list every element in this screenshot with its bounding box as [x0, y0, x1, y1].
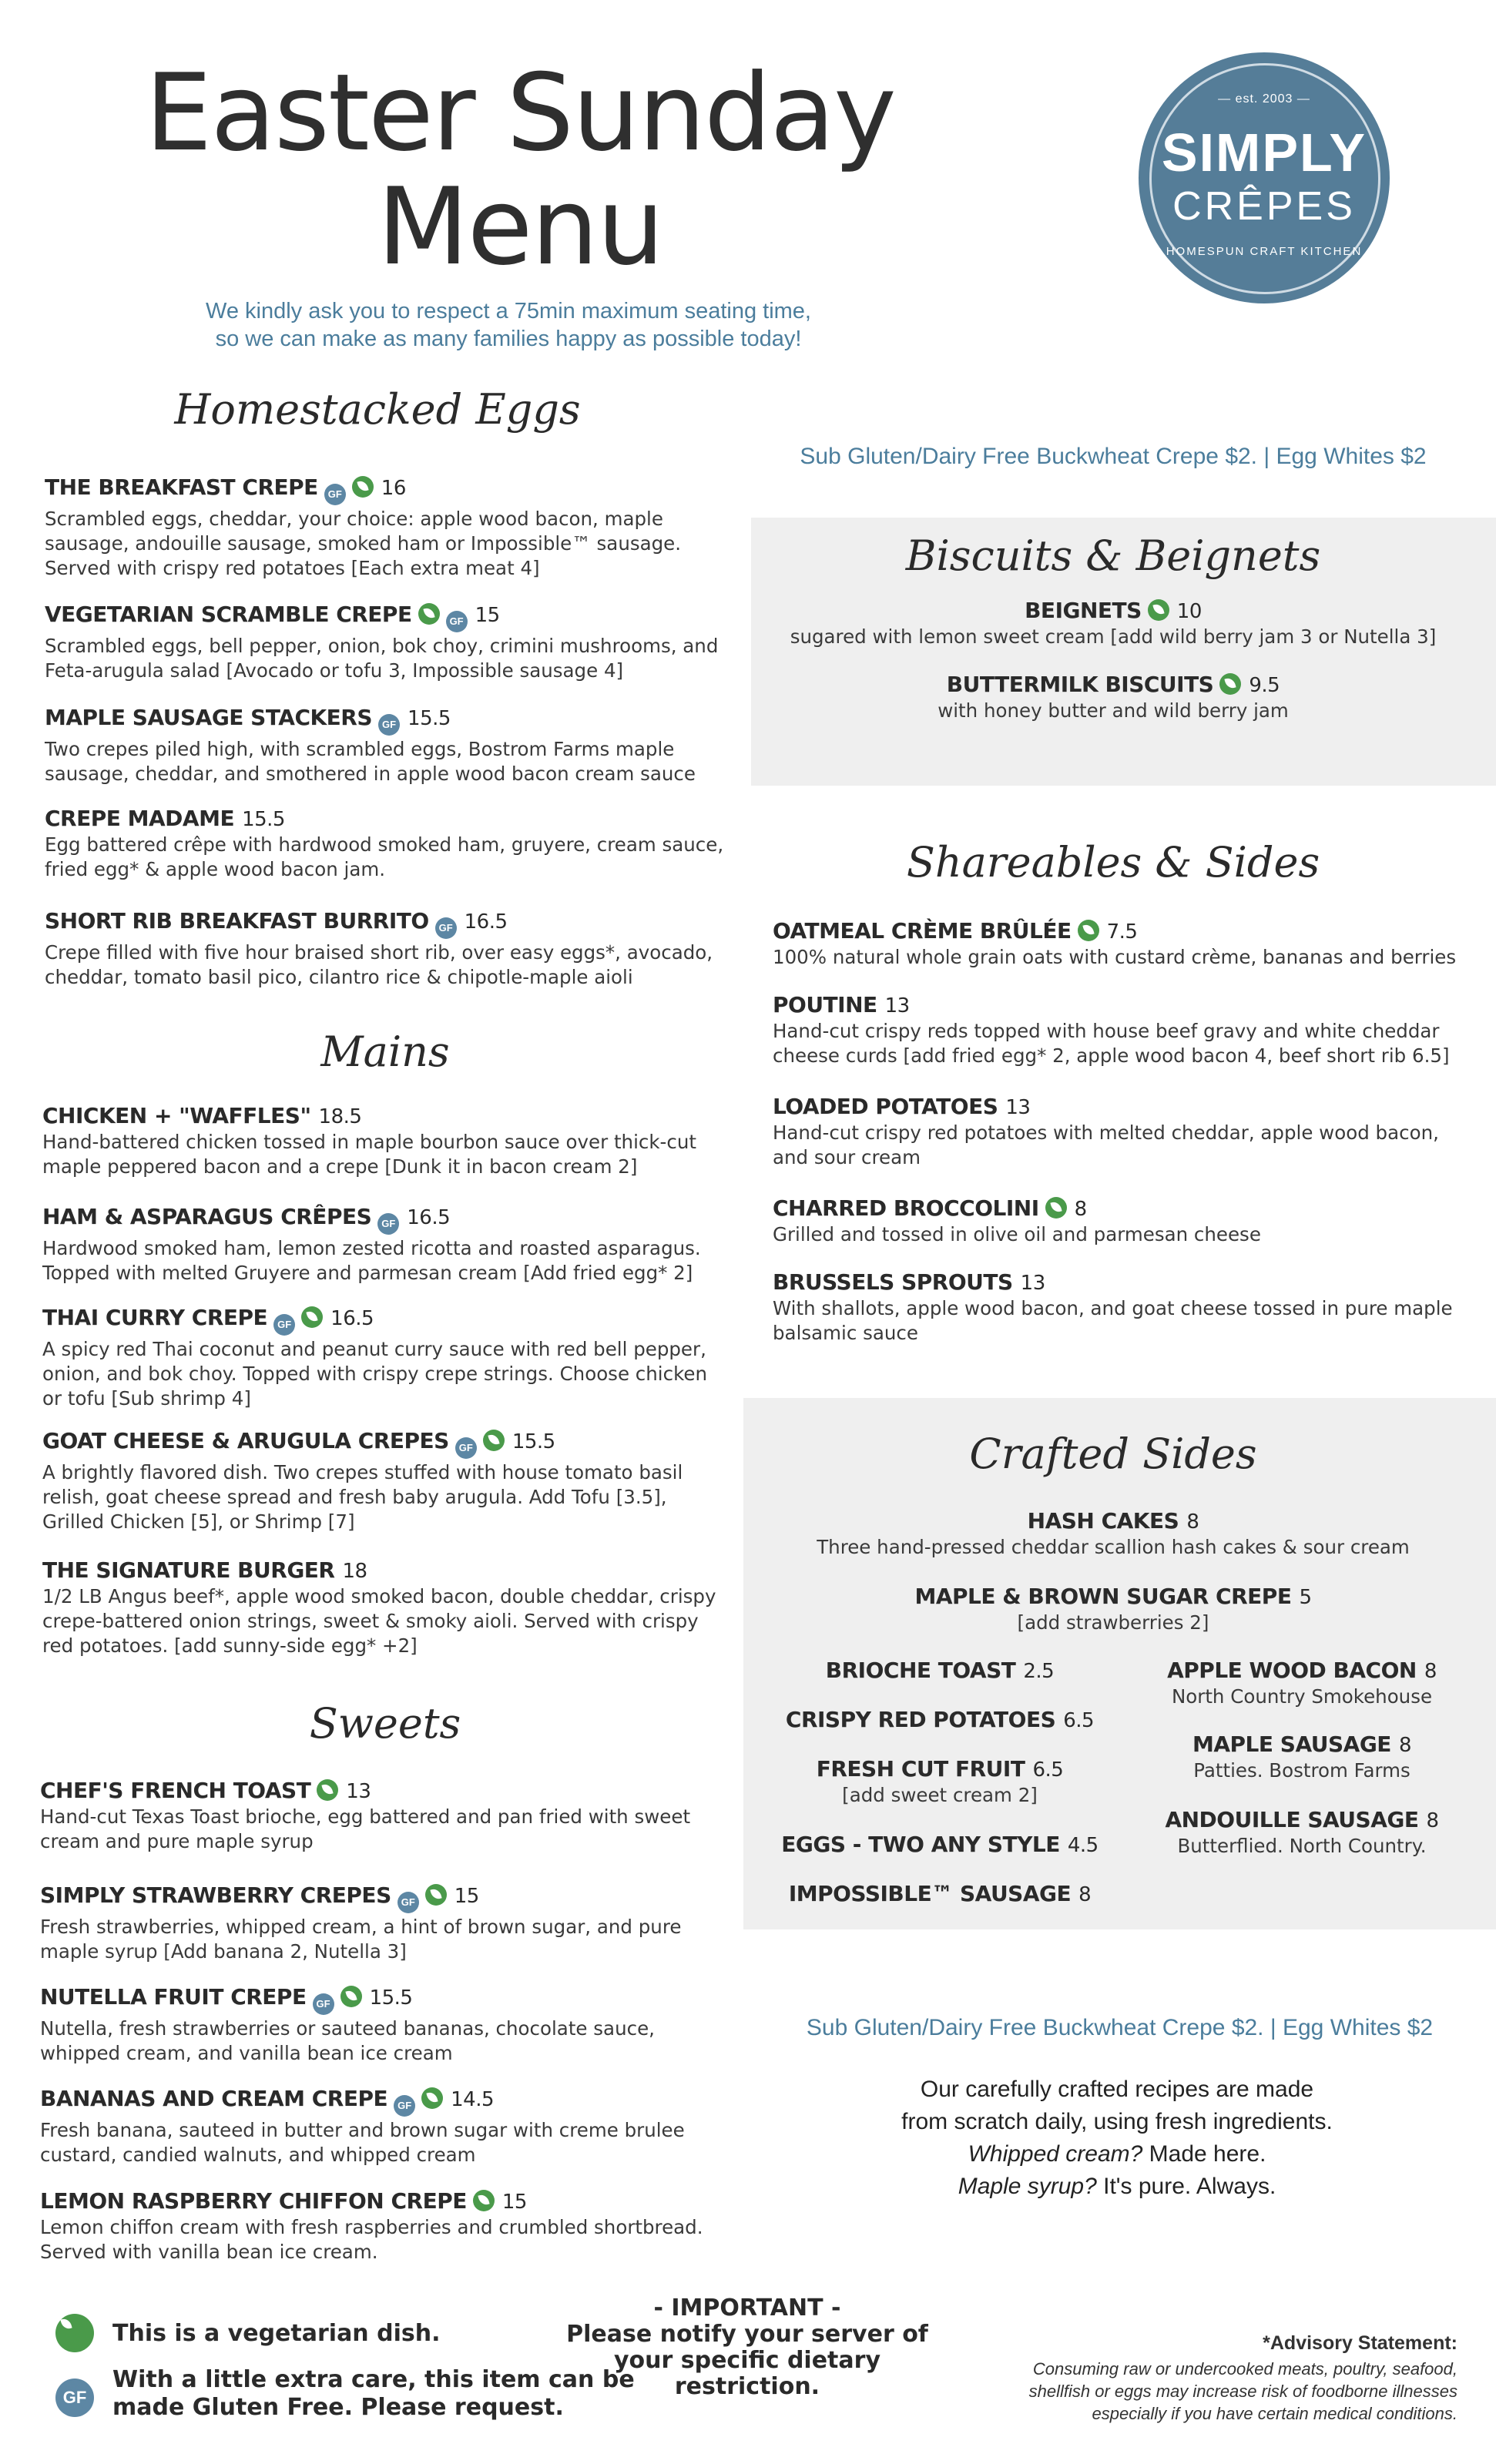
- vegetarian-leaf-icon: [301, 1306, 323, 1328]
- important-notice: [562, 2295, 932, 2400]
- item-name: EGGS - TWO ANY STYLE: [781, 1832, 1060, 1857]
- crafted-recipes-note: [770, 2073, 1464, 2203]
- shareables-heading: Shareables & Sides: [906, 838, 1320, 887]
- menu-item: [751, 672, 1475, 723]
- item-description: Fresh banana, sauteed in butter and brown sugar with creme brulee custard, candied walnuts, and whipped cream: [40, 2119, 685, 2166]
- menu-item: [40, 1778, 726, 1854]
- menu-title-line2: Menu: [377, 165, 663, 289]
- note-italic: Whipped cream?: [968, 2141, 1143, 2167]
- item-description: [add sweet cream 2]: [842, 1784, 1038, 1806]
- menu-item: [45, 705, 730, 786]
- item-name: SIMPLY STRAWBERRY CREPES: [40, 1882, 391, 1908]
- menu-item: [40, 2188, 726, 2265]
- item-description: Grilled and tossed in olive oil and parmesan cheese: [773, 1223, 1261, 1245]
- homestacked-heading: Homestacked Eggs: [174, 385, 581, 434]
- item-name: LOADED POTATOES: [773, 1094, 998, 1119]
- menu-item: [770, 1707, 1109, 1732]
- gluten-free-icon: GF: [324, 484, 346, 505]
- item-name: HAM & ASPARAGUS CRÊPES: [42, 1204, 372, 1229]
- vegetarian-leaf-icon: [1045, 1197, 1067, 1219]
- item-description: Hand-battered chicken tossed in maple bourbon sauce over thick-cut maple peppered bacon and a crepe [Dunk it in bacon cream 2]: [42, 1131, 696, 1178]
- item-description: Fresh strawberries, whipped cream, a hint of brown sugar, and pure maple syrup [Add banana 2, Nutella 3]: [40, 1916, 682, 1963]
- vegetarian-leaf-icon: [352, 476, 374, 498]
- item-price: 15: [454, 1885, 479, 1908]
- item-name: CRISPY RED POTATOES: [785, 1707, 1056, 1732]
- logo-tagline: HOMESPUN CRAFT KITCHEN: [1166, 245, 1363, 258]
- menu-item: [1125, 1807, 1479, 1859]
- gluten-free-icon: GF: [394, 2095, 415, 2117]
- substitution-note: Sub Gluten/Dairy Free Buckwheat Crepe $2. | Egg Whites $2: [800, 444, 1427, 469]
- item-price: 6.5: [1032, 1758, 1064, 1782]
- menu-item: [42, 1305, 728, 1411]
- menu-item: [42, 1103, 728, 1179]
- menu-item: [42, 1204, 728, 1286]
- vegetarian-leaf-icon: [55, 2314, 94, 2352]
- gluten-free-icon: GF: [378, 714, 400, 736]
- seating-notice: We kindly ask you to respect a 75min maximum seating time,: [205, 299, 811, 324]
- item-price: 18: [342, 1560, 367, 1583]
- item-name: BUTTERMILK BISCUITS: [946, 672, 1214, 697]
- item-description: Three hand-pressed cheddar scallion hash cakes & sour cream: [817, 1536, 1410, 1558]
- note-rest: Made here.: [1142, 2141, 1266, 2167]
- menu-item: [773, 1094, 1466, 1170]
- item-price: 8: [1074, 1198, 1087, 1221]
- item-name: CHEF'S FRENCH TOAST: [40, 1778, 311, 1803]
- menu-item: [743, 1584, 1483, 1635]
- item-name: THE SIGNATURE BURGER: [42, 1557, 335, 1583]
- item-price: 8: [1186, 1510, 1199, 1534]
- vegetarian-leaf-icon: [425, 1884, 447, 1906]
- item-price: 7.5: [1106, 920, 1138, 944]
- item-description: Hardwood smoked ham, lemon zested ricotta and roasted asparagus. Topped with melted Gruyere and parmesan cream [Add fried egg* 2]: [42, 1237, 701, 1284]
- menu-item: [45, 474, 730, 581]
- item-description: Hand-cut Texas Toast brioche, egg battered and pan fried with sweet cream and pure maple syrup: [40, 1805, 691, 1852]
- note-line: [770, 2171, 1464, 2203]
- gluten-free-icon: GF: [455, 1437, 477, 1459]
- item-price: 8: [1424, 1660, 1437, 1683]
- menu-item: [770, 1756, 1109, 1808]
- menu-item: [40, 2086, 726, 2167]
- legend-vegetarian: This is a vegetarian dish.: [112, 2320, 441, 2347]
- item-description: with honey butter and wild berry jam: [938, 699, 1289, 722]
- item-price: 15.5: [408, 707, 451, 730]
- note-rest: It's pure. Always.: [1096, 2174, 1276, 2199]
- item-name: BRUSSELS SPROUTS: [773, 1269, 1013, 1295]
- menu-item: [1125, 1732, 1479, 1783]
- item-price: 13: [346, 1780, 371, 1803]
- item-name: HASH CAKES: [1027, 1508, 1179, 1534]
- advisory-line: Consuming raw or undercooked meats, poultry, seafood,: [1032, 2359, 1457, 2379]
- substitution-note-bottom: Sub Gluten/Dairy Free Buckwheat Crepe $2. | Egg Whites $2: [806, 2015, 1434, 2040]
- item-description: Nutella, fresh strawberries or sauteed bananas, chocolate sauce, whipped cream, and vanilla bean ice cream: [40, 2017, 655, 2064]
- menu-item: [770, 1832, 1109, 1857]
- item-description: 100% natural whole grain oats with custard crème, bananas and berries: [773, 946, 1457, 968]
- menu-item: [773, 918, 1466, 970]
- item-price: 13: [1005, 1096, 1031, 1119]
- item-name: MAPLE SAUSAGE STACKERS: [45, 705, 373, 730]
- item-name: BEIGNETS: [1025, 598, 1142, 623]
- vegetarian-leaf-icon: [1219, 673, 1241, 695]
- menu-item: [40, 1882, 726, 1964]
- menu-item: [751, 598, 1475, 649]
- gluten-free-icon: GF: [55, 2379, 94, 2417]
- item-name: GOAT CHEESE & ARUGULA CREPES: [42, 1428, 449, 1453]
- menu-item: [770, 1881, 1109, 1906]
- advisory-statement: [948, 2332, 1457, 2425]
- item-name: NUTELLA FRUIT CREPE: [40, 1984, 307, 2010]
- item-price: 13: [1020, 1272, 1045, 1295]
- item-description: A brightly flavored dish. Two crepes stuffed with house tomato basil relish, goat cheese spread and fresh baby arugula. Add Tofu [3.5], Grilled Chicken [5], or Shrimp [7]: [42, 1461, 683, 1533]
- vegetarian-leaf-icon: [421, 2087, 443, 2109]
- simply-crepes-logo: [1139, 52, 1390, 303]
- vegetarian-leaf-icon: [340, 1986, 362, 2007]
- important-line: Please notify your server of: [566, 2321, 928, 2348]
- item-price: 15.5: [242, 808, 285, 831]
- item-name: BRIOCHE TOAST: [825, 1658, 1016, 1683]
- menu-item: [773, 992, 1466, 1068]
- item-name: SHORT RIB BREAKFAST BURRITO: [45, 908, 429, 934]
- item-name: ANDOUILLE SAUSAGE: [1165, 1807, 1419, 1832]
- gluten-free-icon: GF: [313, 1993, 334, 2015]
- item-price: 10: [1176, 600, 1202, 623]
- item-price: 9.5: [1249, 674, 1280, 697]
- item-price: 14.5: [451, 2088, 495, 2111]
- item-price: 16.5: [407, 1206, 451, 1229]
- item-price: 8: [1078, 1883, 1092, 1906]
- item-description: sugared with lemon sweet cream [add wild berry jam 3 or Nutella 3]: [790, 625, 1437, 648]
- item-name: CREPE MADAME: [45, 806, 235, 831]
- important-line: your specific dietary restriction.: [613, 2347, 880, 2400]
- menu-item: [42, 1428, 728, 1534]
- legend-gf-line: With a little extra care, this item can be: [112, 2366, 635, 2393]
- crafted-heading: Crafted Sides: [969, 1430, 1257, 1478]
- item-price: 2.5: [1023, 1660, 1055, 1683]
- menu-item: [1125, 1658, 1479, 1709]
- item-name: THAI CURRY CREPE: [42, 1305, 268, 1330]
- item-price: 4.5: [1067, 1834, 1099, 1857]
- item-price: 16.5: [330, 1307, 374, 1330]
- menu-item: [773, 1195, 1466, 1247]
- item-description: Scrambled eggs, cheddar, your choice: apple wood bacon, maple sausage, andouille sausage, smoked ham or Impossible™ sausage. Served with crispy red potatoes [Each extra meat 4]: [45, 508, 682, 579]
- menu-item: [42, 1557, 728, 1658]
- item-description: [add strawberries 2]: [1017, 1611, 1209, 1634]
- item-name: MAPLE & BROWN SUGAR CREPE: [914, 1584, 1292, 1609]
- menu-item: [45, 908, 730, 990]
- vegetarian-leaf-icon: [473, 2190, 495, 2211]
- legend-gf-line: made Gluten Free. Please request.: [112, 2394, 564, 2421]
- menu-item: [45, 602, 730, 683]
- sweets-heading: Sweets: [309, 1699, 461, 1748]
- menu-item: [773, 1269, 1466, 1346]
- item-price: 13: [884, 994, 910, 1017]
- item-name: CHICKEN + "WAFFLES": [42, 1103, 311, 1128]
- item-description: A spicy red Thai coconut and peanut curry sauce with red bell pepper, onion, and bok choy. Topped with crispy crepe strings. Choose chicken or tofu [Sub shrimp 4]: [42, 1338, 708, 1410]
- note-line: [770, 2138, 1464, 2171]
- item-description: Butterflied. North Country.: [1177, 1835, 1427, 1857]
- item-price: 8: [1426, 1809, 1439, 1832]
- item-price: 15: [475, 604, 500, 627]
- vegetarian-leaf-icon: [483, 1430, 505, 1451]
- vegetarian-leaf-icon: [1148, 599, 1169, 621]
- gluten-free-icon: GF: [446, 611, 468, 632]
- item-name: OATMEAL CRÈME BRÛLÉE: [773, 918, 1072, 944]
- item-name: FRESH CUT FRUIT: [816, 1756, 1025, 1782]
- vegetarian-leaf-icon: [317, 1779, 338, 1801]
- item-description: Crepe filled with five hour braised short rib, over easy eggs*, avocado, cheddar, tomato basil pico, cilantro rice & chipotle-maple aioli: [45, 941, 713, 988]
- menu-item: [40, 1984, 726, 2066]
- legend-gluten-free: [112, 2366, 635, 2422]
- vegetarian-leaf-icon: [1078, 920, 1099, 941]
- item-price: 15.5: [512, 1430, 555, 1453]
- item-price: 8: [1398, 1734, 1411, 1757]
- advisory-title: *Advisory Statement:: [1263, 2332, 1457, 2354]
- seating-notice-line2: so we can make as many families happy as possible today!: [215, 327, 802, 351]
- item-price: 18.5: [318, 1105, 362, 1128]
- item-price: 15: [501, 2191, 527, 2214]
- mains-heading: Mains: [320, 1028, 450, 1076]
- note-line: Our carefully crafted recipes are made: [920, 2077, 1314, 2102]
- item-price: 6.5: [1063, 1709, 1095, 1732]
- note-line: from scratch daily, using fresh ingredients.: [901, 2109, 1333, 2134]
- advisory-line: shellfish or eggs may increase risk of foodborne illnesses: [1028, 2382, 1457, 2401]
- menu-title: Easter Sunday: [145, 51, 895, 175]
- menu-item: [743, 1508, 1483, 1560]
- item-description: 1/2 LB Angus beef*, apple wood smoked bacon, double cheddar, crispy crepe-battered onion strings, sweet & smoky aioli. Served with crispy red potatoes. [add sunny-side egg* +2]: [42, 1585, 716, 1657]
- gluten-free-icon: GF: [435, 917, 457, 939]
- item-price: 16: [381, 477, 406, 500]
- biscuits-heading: Biscuits & Beignets: [905, 531, 1321, 580]
- item-name: BANANAS AND CREAM CREPE: [40, 2086, 388, 2111]
- important-title: - IMPORTANT -: [653, 2295, 841, 2322]
- gluten-free-icon: GF: [397, 1892, 419, 1913]
- item-price: 15.5: [369, 1986, 413, 2010]
- item-description: Hand-cut crispy red potatoes with melted cheddar, apple wood bacon, and sour cream: [773, 1121, 1439, 1168]
- item-description: With shallots, apple wood bacon, and goat cheese tossed in pure maple balsamic sauce: [773, 1297, 1453, 1344]
- item-name: CHARRED BROCCOLINI: [773, 1195, 1039, 1221]
- note-italic: Maple syrup?: [958, 2174, 1097, 2199]
- gluten-free-icon: GF: [377, 1213, 399, 1235]
- item-description: Two crepes piled high, with scrambled eggs, Bostrom Farms maple sausage, cheddar, and smothered in apple wood bacon cream sauce: [45, 738, 696, 785]
- item-price: 16.5: [464, 910, 508, 934]
- gluten-free-icon: GF: [273, 1314, 295, 1336]
- item-description: Scrambled eggs, bell pepper, onion, bok choy, crimini mushrooms, and Feta-arugula salad [Avocado or tofu 3, Impossible sausage 4]: [45, 635, 719, 682]
- logo-est: — est. 2003 —: [1218, 92, 1310, 106]
- item-name: LEMON RASPBERRY CHIFFON CREPE: [40, 2188, 467, 2214]
- logo-simply: SIMPLY: [1161, 122, 1367, 183]
- vegetarian-leaf-icon: [418, 603, 440, 625]
- item-description: Hand-cut crispy reds topped with house beef gravy and white cheddar cheese curds [add fried egg* 2, apple wood bacon 4, beef short rib 6.5]: [773, 1020, 1450, 1067]
- item-name: THE BREAKFAST CREPE: [45, 474, 318, 500]
- item-name: MAPLE SAUSAGE: [1192, 1732, 1391, 1757]
- item-description: Lemon chiffon cream with fresh raspberries and crumbled shortbread. Served with vanilla bean ice cream.: [40, 2216, 703, 2263]
- item-name: VEGETARIAN SCRAMBLE CREPE: [45, 602, 412, 627]
- item-description: Patties. Bostrom Farms: [1193, 1759, 1410, 1782]
- advisory-line: especially if you have certain medical conditions.: [1092, 2404, 1457, 2423]
- logo-crepes: CRÊPES: [1172, 184, 1356, 229]
- menu-item: [770, 1658, 1109, 1683]
- item-name: APPLE WOOD BACON: [1167, 1658, 1417, 1683]
- menu-item: [45, 806, 730, 882]
- item-description: Egg battered crêpe with hardwood smoked ham, gruyere, cream sauce, fried egg* & apple wood bacon jam.: [45, 833, 724, 880]
- item-price: 5: [1299, 1586, 1312, 1609]
- item-name: IMPOSSIBLE™ SAUSAGE: [788, 1881, 1072, 1906]
- item-name: POUTINE: [773, 992, 877, 1017]
- item-description: North Country Smokehouse: [1171, 1685, 1433, 1708]
